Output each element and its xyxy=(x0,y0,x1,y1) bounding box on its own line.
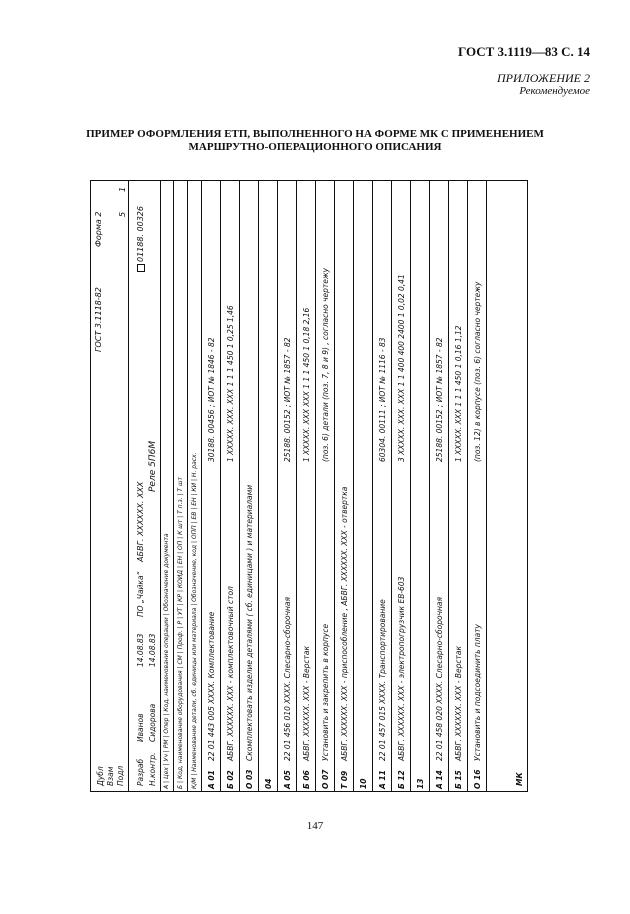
table-row xyxy=(335,180,354,792)
row-id: 04 xyxy=(264,778,273,789)
stub-dubl: Дубл xyxy=(96,766,105,786)
table-row xyxy=(202,180,221,792)
table-row xyxy=(430,180,449,792)
row-right-text: (поз. 12) в корпусе (поз. 6) согласно чертежу xyxy=(473,281,482,462)
table-row xyxy=(373,180,392,792)
table-row xyxy=(259,180,278,792)
table-row xyxy=(240,180,259,792)
row-text: 22 01 456 010 ХХХХ. Слесарно-сборочная xyxy=(283,596,292,761)
row-right-text: 3 ХХХХХ. ХХХ. ХХХ 1 1 400 400 2400 1 0,02 0,41 xyxy=(397,274,406,462)
table-row xyxy=(297,180,316,792)
row-text: АБВГ. ХХХХХХ. ХХХ - комплектовочный стол xyxy=(226,586,235,761)
route-card-form xyxy=(90,180,528,792)
head-row-a: А | Цех | Уч | РМ | Опер | Код, наименование операции | Обозначение документа xyxy=(160,180,174,792)
row-id: Б 02 xyxy=(226,770,235,789)
appendix-title: ПРИЛОЖЕНИЕ 2 xyxy=(497,71,590,85)
row-right-text: 25188. 00152 ; ИОТ № 1857 - 82 xyxy=(283,337,292,462)
row-text: 22 01 458 020 ХХХХ. Слесарно-сборочная xyxy=(435,596,444,761)
signature-name-2: Сидорова xyxy=(148,703,157,742)
row-text: Скомплектовать изделие деталями ( сб. единицами ) и материалами xyxy=(245,484,254,761)
row-id: А 11 xyxy=(378,770,387,789)
table-row xyxy=(411,180,430,792)
table-row xyxy=(468,180,487,792)
sheet-number: 1 xyxy=(118,186,127,192)
row-right-text: 1 ХХХХХ. ХХХ. ХХХ 1 1 1 450 1 0,25 1,46 xyxy=(226,305,235,462)
row-text: Установить и закрепить в корпусе xyxy=(321,623,330,761)
table-row xyxy=(392,180,411,792)
table-row xyxy=(449,180,468,792)
appendix-label xyxy=(497,72,590,98)
designation: АБВГ. ХХХХХХ. ХХХ xyxy=(136,481,145,562)
row-text: АБВГ. ХХХХХХ. ХХХ - электропогрузчик ЕВ-603 xyxy=(397,576,406,761)
row-id: А 01 xyxy=(207,770,216,789)
product-name: Реле 5П6М xyxy=(148,440,158,492)
row-id: О 07 xyxy=(321,769,330,789)
sheets-count: 5 xyxy=(118,211,127,217)
signature-role-1: Разраб xyxy=(136,758,145,786)
table-row xyxy=(278,180,297,792)
organization: ПО „Чайка“ xyxy=(136,571,145,617)
head-row-km: К/М | Наименование детали, сб. единицы или материала | Обозначение, код | ОПП | ЕВ | ЕН | КИ | Н. расх. xyxy=(188,180,202,792)
head-row-b: Б | Код, наименование оборудования | СМ | Проф. | Р | УТ | КР | КОИД | ЕН | ОП | К шт | Т п.з. | Т шт xyxy=(174,180,188,792)
signature-role-2: Н.контр. xyxy=(148,752,157,786)
appendix-subtitle: Рекомендуемое xyxy=(519,85,590,97)
row-id: О 16 xyxy=(473,769,482,789)
row-text: 22 01 457 015 ХХХХ. Транспортирование xyxy=(378,599,387,761)
row-id: А 05 xyxy=(283,770,292,789)
row-right-text: 25188. 00152 ; ИОТ № 1857 - 82 xyxy=(435,337,444,462)
row-id: 13 xyxy=(416,778,425,789)
table-row xyxy=(221,180,240,792)
row-right-text: 60304. 00111 ; ИОТ № 1116 - 83 xyxy=(378,337,387,462)
document-title: ПРИМЕР ОФОРМЛЕНИЯ ЕТП, ВЫПОЛНЕННОГО НА ФОРМЕ МК С ПРИМЕНЕНИЕМ МАРШРУТНО-ОПЕРАЦИОННОГО ОПИСАНИЯ xyxy=(86,128,544,153)
row-text: АБВГ. ХХХХХХ. ХХХ - Верстак xyxy=(454,646,463,761)
row-id: А 14 xyxy=(435,770,444,789)
table-row xyxy=(354,180,373,792)
row-text: АБВГ. ХХХХХХ. ХХХ - Верстак xyxy=(302,646,311,761)
signature-date-1: 14.08.83 xyxy=(136,633,145,667)
rotated-form xyxy=(90,180,528,792)
page-header: ГОСТ 3.1119—83 С. 14 xyxy=(458,44,590,59)
row-text: АБВГ. ХХХХХХ. ХХХ - приспособление , АБВГ. ХХХХХХ. ХХХ - отвертка xyxy=(340,486,349,761)
stub-vzam: Взам xyxy=(106,766,115,786)
signature-date-2: 14.08.83 xyxy=(148,633,157,667)
row-id: Б 06 xyxy=(302,770,311,789)
form-footer: МК xyxy=(515,772,524,786)
row-right-text: (поз. 6) детали (поз. 7, 8 и 9) , согласно чертежу xyxy=(321,267,330,462)
row-right-text: 1 ХХХХХ. ХХХ ХХХ 1 1 1 450 1 0,18 2,16 xyxy=(302,307,311,462)
row-right-text: 1 ХХХХХ. ХХХ 1 1 1 450 1 0,16 1,12 xyxy=(454,325,463,462)
page-number: 147 xyxy=(306,820,324,832)
signature-name-1: Иванов xyxy=(136,713,145,742)
row-id: Б 15 xyxy=(454,770,463,789)
stub-podl: Подл xyxy=(116,765,125,786)
row-id: О 03 xyxy=(245,769,254,789)
row-id: 10 xyxy=(359,778,368,789)
row-right-text: 30188. 00456 ; ИОТ № 1846 - 82 xyxy=(207,337,216,462)
row-text: Установить и подсоединить плату xyxy=(473,624,482,761)
table-row xyxy=(316,180,335,792)
row-id: Б 12 xyxy=(397,770,406,789)
row-id: Т 09 xyxy=(340,770,349,789)
row-text: 22 01 443 005 ХХХХ. Комплектование xyxy=(207,611,216,761)
form-label: Форма 2 xyxy=(94,211,103,247)
standard-label: ГОСТ 3.1118-82 xyxy=(94,287,103,352)
doc-code: 01188. 00326 xyxy=(136,206,145,272)
